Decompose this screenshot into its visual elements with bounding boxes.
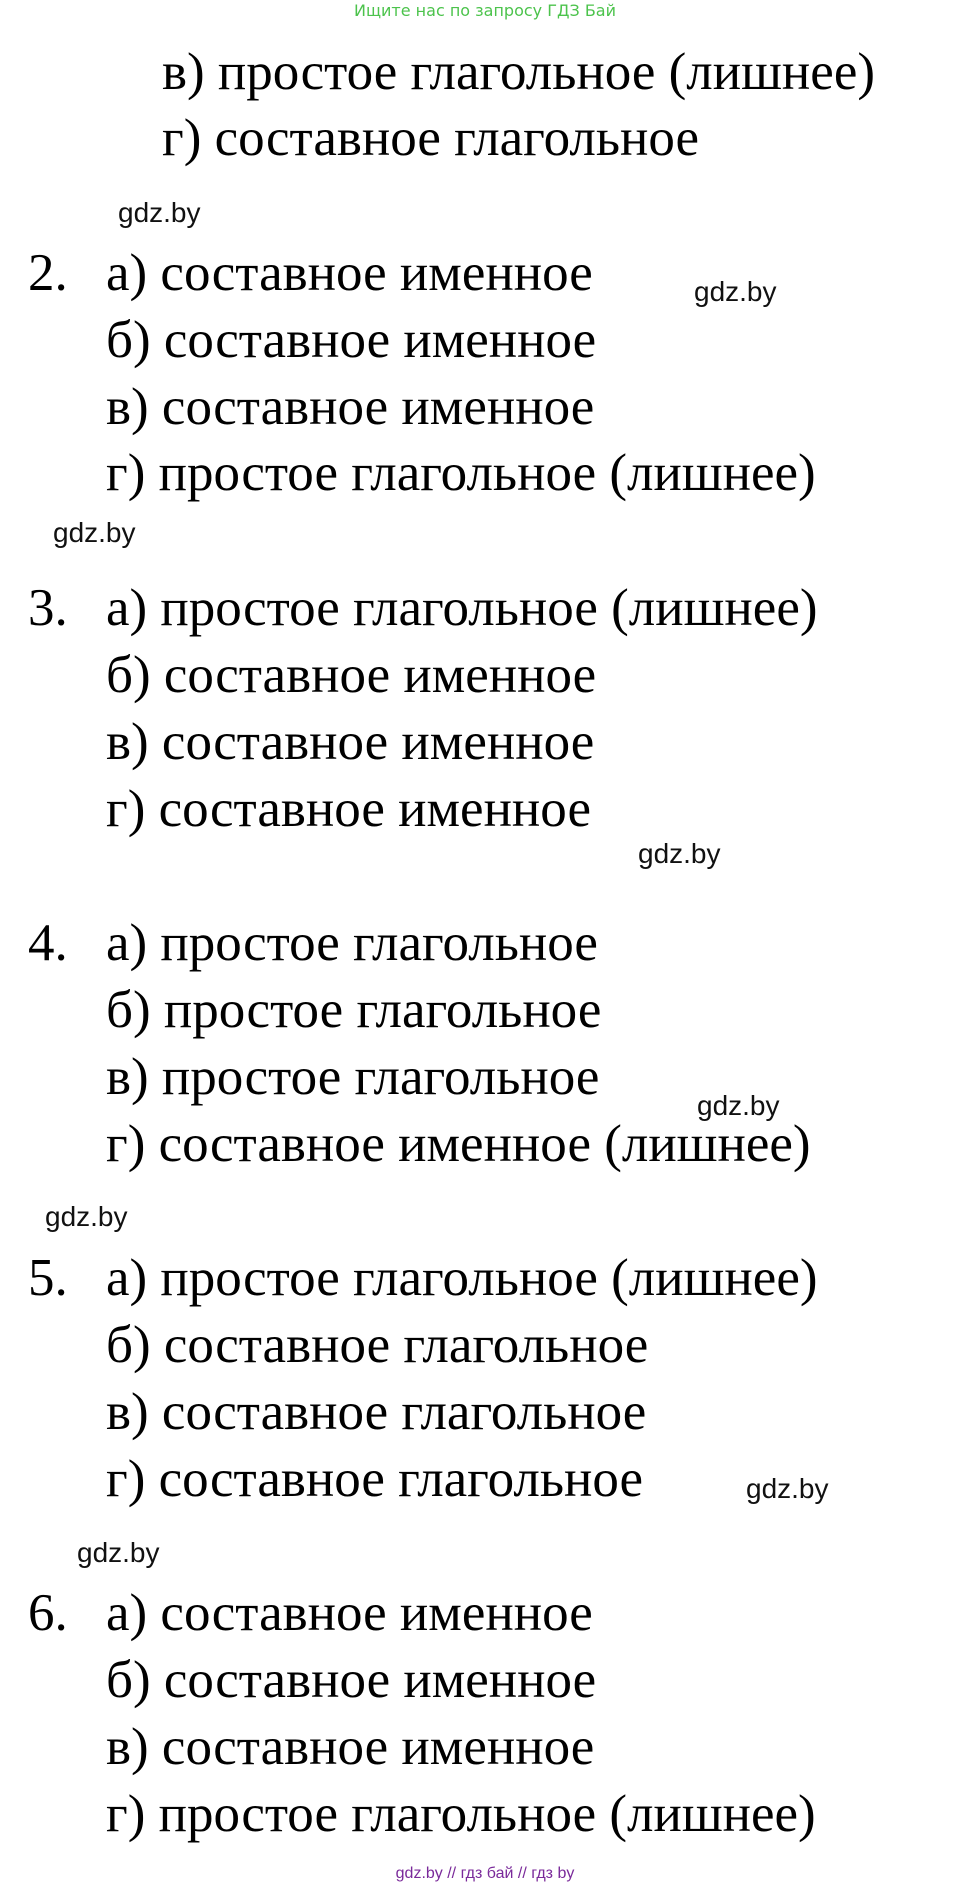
watermark: gdz.by [53,517,136,548]
answer-line: г) составное глагольное [162,109,700,167]
watermark: gdz.by [77,1537,160,1568]
answer-line: в) простое глагольное [106,1048,600,1106]
answer-line: в) составное именное [106,378,595,436]
answer-line: в) составное именное [106,1718,595,1776]
answer-line: в) составное именное [106,713,595,771]
answer-line: г) составное именное (лишнее) [106,1115,811,1173]
watermark: gdz.by [45,1201,128,1232]
answer-line: а) составное именное [106,244,593,302]
answer-line: а) простое глагольное (лишнее) [106,579,818,637]
answer-line: г) простое глагольное (лишнее) [106,444,816,502]
item-number: 6. [28,1584,68,1642]
item-number: 5. [28,1249,68,1307]
watermark: gdz.by [694,276,777,307]
answer-line: а) простое глагольное (лишнее) [106,1249,818,1307]
answer-line: б) составное глагольное [106,1316,649,1374]
watermark: gdz.by [746,1473,829,1504]
item-number: 4. [28,914,68,972]
answer-line: в) простое глагольное (лишнее) [162,43,875,101]
answer-line: г) составное именное [106,780,591,838]
answer-line: а) составное именное [106,1584,593,1642]
watermark: gdz.by [118,197,201,228]
answer-line: г) составное глагольное [106,1450,644,1508]
top-banner[interactable]: Ищите нас по запросу ГДЗ Бай [353,1,617,20]
answer-line: б) составное именное [106,311,597,369]
answer-line: а) простое глагольное [106,914,598,972]
watermark: gdz.by [638,838,721,869]
watermark: gdz.by [697,1090,780,1121]
footer-links[interactable]: gdz.by // гдз бай // гдз by [395,1865,575,1882]
answer-line: в) составное глагольное [106,1383,647,1441]
item-number: 3. [28,579,68,637]
answer-line: г) простое глагольное (лишнее) [106,1785,816,1843]
answer-line: б) составное именное [106,646,597,704]
answer-line: б) составное именное [106,1651,597,1709]
item-number: 2. [28,244,68,302]
answer-line: б) простое глагольное [106,981,602,1039]
